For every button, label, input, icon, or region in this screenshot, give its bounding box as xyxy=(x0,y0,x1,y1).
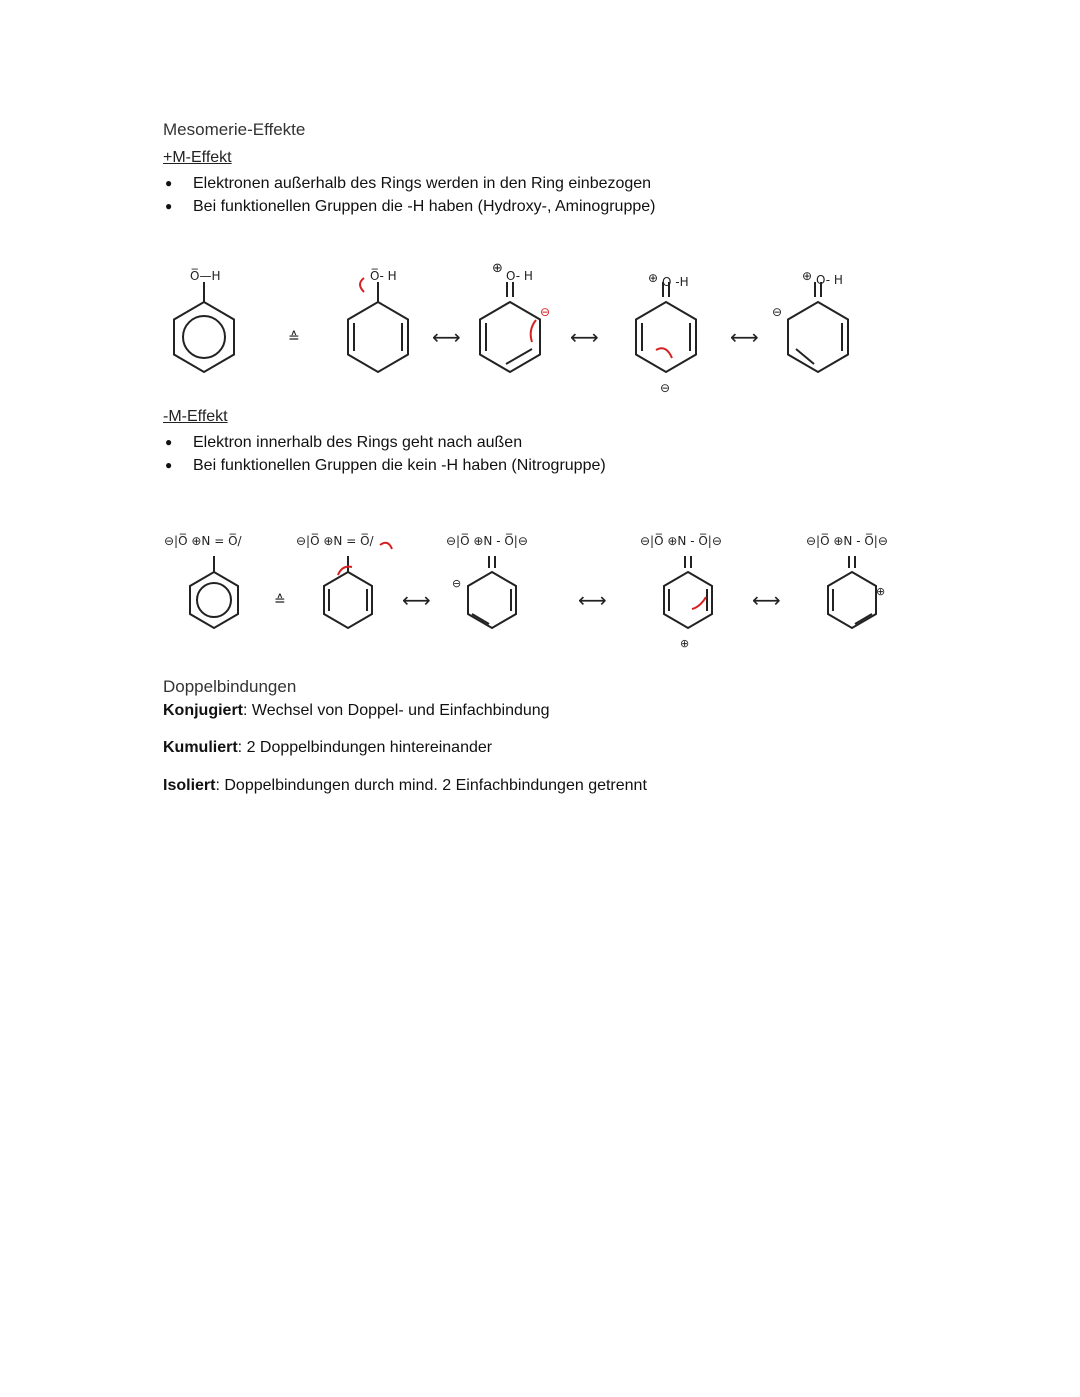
definition-term: Isoliert xyxy=(163,777,216,794)
plus-charge-icon: ⊕ xyxy=(876,585,886,598)
list-item: ● Bei funktionellen Gruppen die -H haben (Hydroxy-, Aminogruppe) xyxy=(163,195,655,218)
benzene-ring xyxy=(174,282,234,372)
minus-charge-icon: ⊖ xyxy=(452,577,462,590)
definition-text: : Doppelbindungen durch mind. 2 Einfachbindungen getrennt xyxy=(215,777,647,794)
list-item: ● Elektronen außerhalb des Rings werden in den Ring einbezogen xyxy=(163,172,655,195)
definition-text: : Wechsel von Doppel- und Einfachbindung xyxy=(243,702,550,719)
cyclohexadiene-ring xyxy=(348,282,408,372)
plus-charge-icon: ⊕ xyxy=(648,271,659,285)
equivalence-sign: ≙ xyxy=(274,593,286,609)
definition-isoliert xyxy=(163,777,647,795)
group-label: O- H xyxy=(816,273,843,287)
group-label: ⊖|O̅ ⊕N - O̅|⊖ xyxy=(806,534,888,548)
group-label: O- H xyxy=(506,269,533,283)
definition-konjugiert xyxy=(163,702,550,720)
minus-charge-icon: ⊖ xyxy=(772,305,783,319)
cyclohexadiene-ring xyxy=(788,282,848,372)
resonance-arrow-icon: ⟷ xyxy=(570,325,599,349)
definition-term: Kumuliert xyxy=(163,739,238,756)
definition-text: : 2 Doppelbindungen hintereinander xyxy=(237,739,493,756)
definition-term: Konjugiert xyxy=(163,702,243,719)
group-label: O̅—H xyxy=(190,269,221,283)
minus-m-bullets xyxy=(163,431,606,477)
group-label: ⊖|O̅ ⊕N - O̅|⊖ xyxy=(446,534,528,548)
plus-charge-icon: ⊕ xyxy=(680,637,690,650)
cyclohexadiene-ring xyxy=(636,282,696,372)
list-item: ● Bei funktionellen Gruppen die kein -H haben (Nitrogruppe) xyxy=(163,454,606,477)
list-item: ● Elektron innerhalb des Rings geht nach außen xyxy=(163,431,606,454)
resonance-arrow-icon: ⟷ xyxy=(752,588,781,612)
resonance-arrow-icon: ⟷ xyxy=(432,325,461,349)
benzene-ring xyxy=(190,556,238,628)
plus-m-resonance-diagram xyxy=(150,250,910,400)
minus-charge-icon: ⊖ xyxy=(540,305,551,319)
plus-m-heading: +M-Effekt xyxy=(163,149,232,166)
minus-charge-icon: ⊖ xyxy=(660,381,671,395)
plus-charge-icon: ⊕ xyxy=(802,269,813,283)
cyclohexadiene-ring xyxy=(664,556,712,628)
definition-kumuliert xyxy=(163,739,492,757)
resonance-arrow-icon: ⟷ xyxy=(578,588,607,612)
resonance-arrow-icon: ⟷ xyxy=(402,588,431,612)
electron-arrow-icon xyxy=(338,543,706,609)
plus-charge-icon: ⊕ xyxy=(492,261,503,276)
group-label: O -H xyxy=(662,275,689,289)
group-label: O̅- H xyxy=(370,269,397,283)
plus-m-bullets xyxy=(163,172,655,218)
resonance-arrow-icon: ⟷ xyxy=(730,325,759,349)
minus-m-resonance-diagram xyxy=(150,505,910,655)
equivalence-sign: ≙ xyxy=(288,330,300,346)
group-label: ⊖|O̅ ⊕N = O̅/ xyxy=(296,534,374,548)
group-label: ⊖|O̅ ⊕N - O̅|⊖ xyxy=(640,534,722,548)
cyclohexadiene-ring xyxy=(468,556,516,628)
page-title: Mesomerie-Effekte xyxy=(163,120,306,139)
group-label: ⊖|O̅ ⊕N = O̅/ xyxy=(164,534,242,548)
double-bonds-heading: Doppelbindungen xyxy=(163,677,297,696)
cyclohexadiene-ring xyxy=(828,556,876,628)
minus-m-heading: -M-Effekt xyxy=(163,408,228,425)
